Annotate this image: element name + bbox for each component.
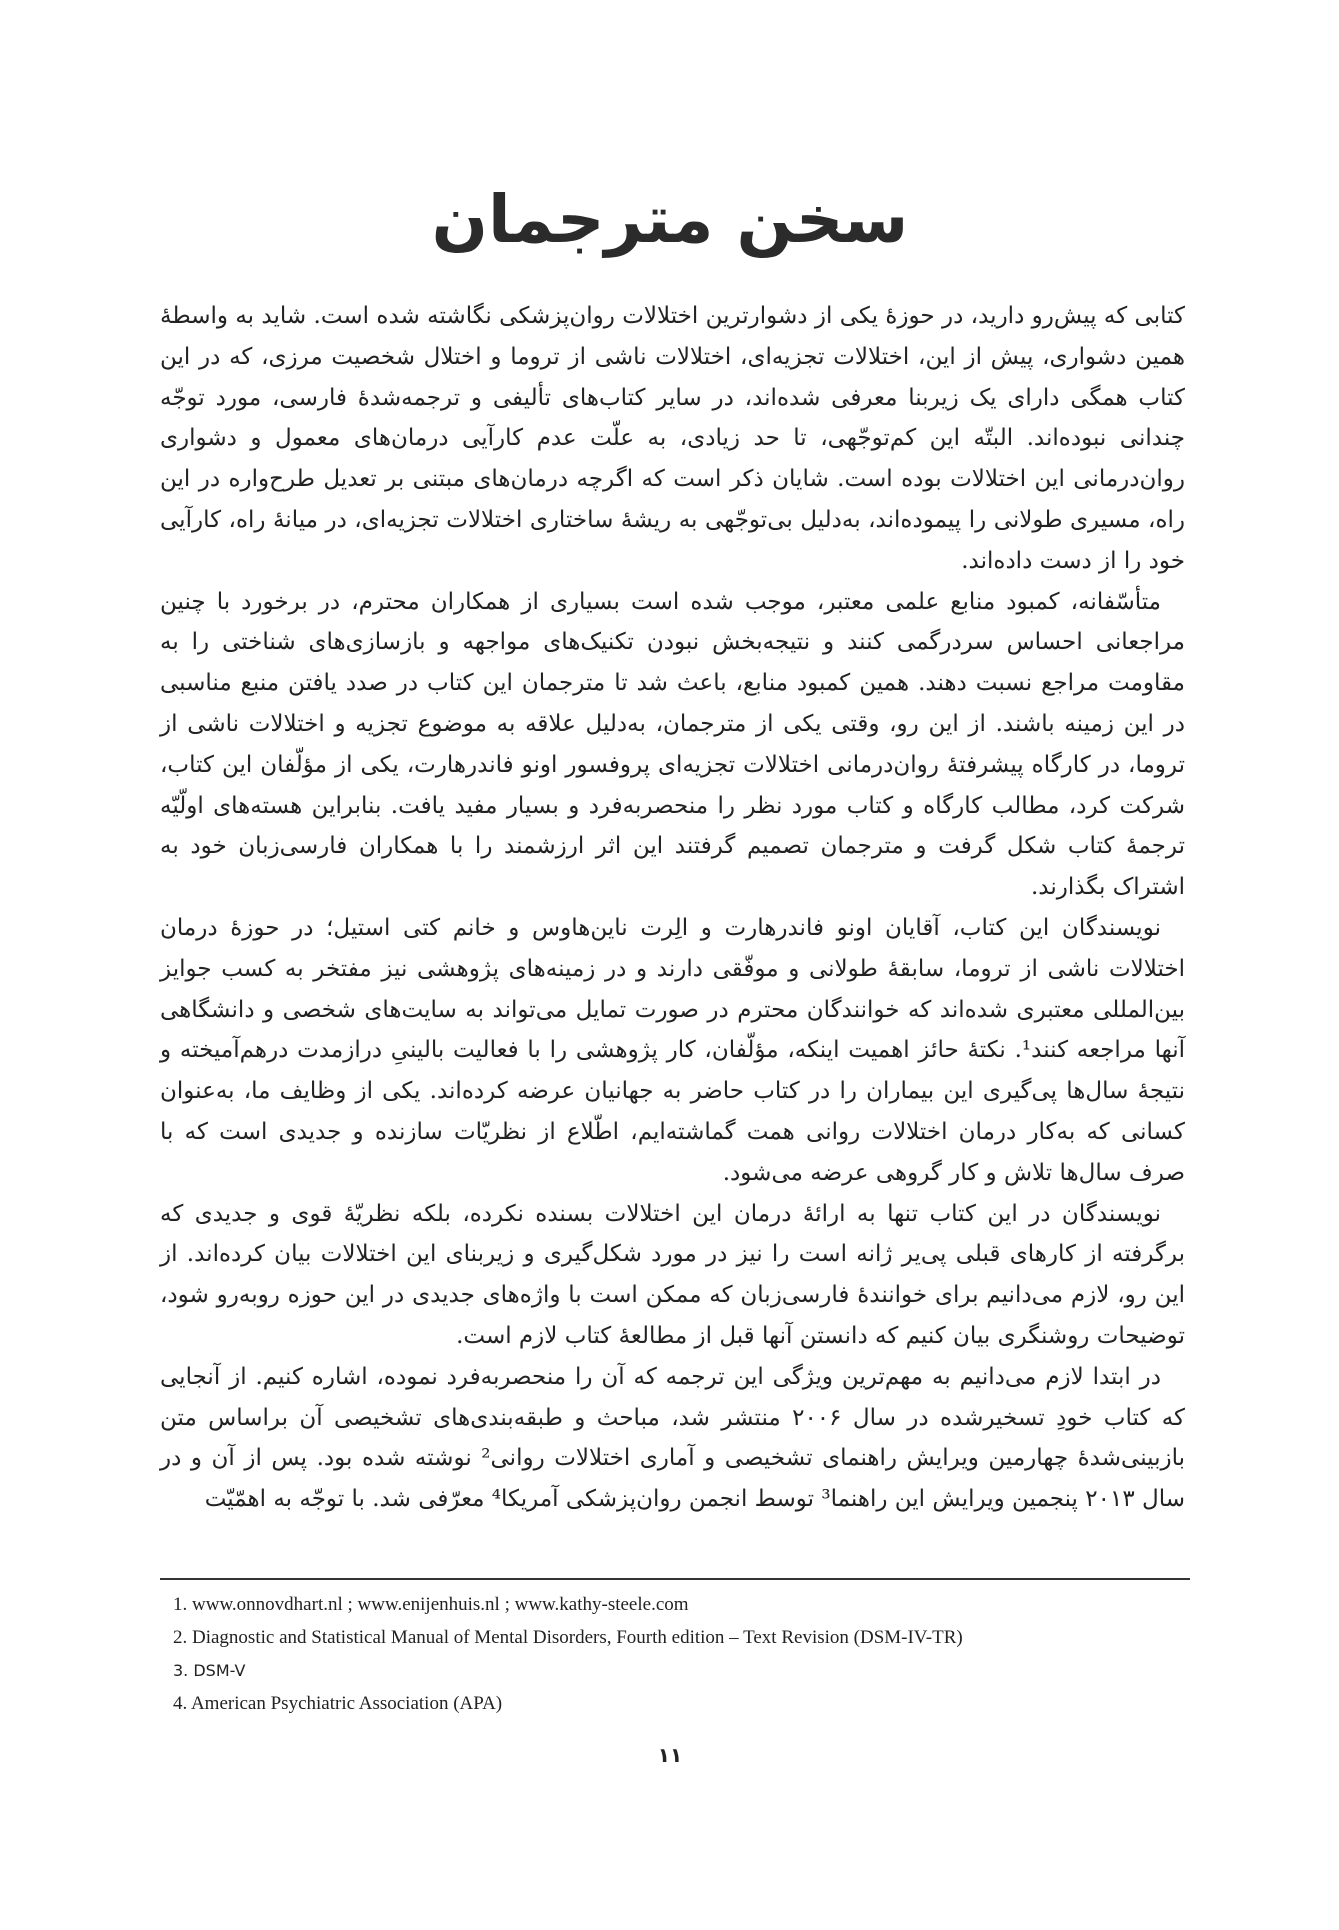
- footnote-4: 4. American Psychiatric Association (APA): [173, 1693, 503, 1714]
- paragraph-1: کتابی که پیش‌رو دارید، در حوزۀ یکی از دشوارترین اختلالات روان‌پزشکی نگاشته شده است. شاید به واسطۀ همین دشواری، پیش از این، اختلالات تجزیه‌ای، اختلالات ناشی از تروما و اختلال شخصیت مرزی، که در این کتاب همگی دارای یک زیربنا معرفی شده‌اند، در سایر کتاب‌های تألیفی و ترجمه‌شدۀ فارسی، مورد توجّه چندانی نبوده‌اند. البتّه این کم‌توجّهی، تا حد زیادی، به علّت عدم کارآیی درمان‌های معمول و دشواری روان‌درمانی این اختلالات بوده است. شایان ذکر است که اگرچه درمان‌های مبتنی بر تعدیل طرح‌واره در این راه، مسیری طولانی را پیموده‌اند، به‌دلیل بی‌توجّهی به ریشۀ ساختاری اختلالات تجزیه‌ای، در میانۀ راه، کارآیی خود را از دست داده‌اند.: [160, 303, 1185, 574]
- footnote-1: 1. www.onnovdhart.nl ; www.enijenhuis.nl ; www.kathy-steele.com: [173, 1594, 689, 1615]
- paragraph-5: در ابتدا لازم می‌دانیم به مهم‌ترین ویژگی این ترجمه که آن را منحصربه‌فرد نموده، اشاره کنیم. از آنجایی که کتاب خودِ تسخیرشده در سال ۲۰۰۶ منتشر شد، مباحث و طبقه‌بندی‌های تشخیصی آن براساس متن بازبینی‌شدۀ چهارمین ویرایش راهنمای تشخیصی و آماری اختلالات روانی² نوشته شده بود. پس از آن و در سال ۲۰۱۳ پنجمین ویرایش این راهنما³ توسط انجمن روان‌پزشکی آمریکا⁴ معرّفی شد. با توجّه به اهمّیّت: [160, 1363, 1185, 1513]
- footnote-divider: [160, 1578, 1190, 1580]
- footnotes: [173, 1588, 1173, 1720]
- footnote-3: 3. DSM-V: [173, 1661, 246, 1680]
- page-title: سخن مترجمان: [431, 181, 909, 258]
- page-number: ۱۱: [657, 1743, 683, 1767]
- paragraph-4: نویسندگان در این کتاب تنها به ارائۀ درمان این اختلالات بسنده نکرده، بلکه نظریّۀ قوی و جدیدی که برگرفته از کارهای قبلی پی‌یر ژانه است را نیز در مورد شکل‌گیری و زیربنای این اختلالات بیان کرده‌اند. از این رو، لازم می‌دانیم برای خوانندۀ فارسی‌زبان که ممکن است با واژه‌های جدیدی در این حوزه روبه‌رو شود، توضیحات روشنگری بیان کنیم که دانستن آنها قبل از مطالعۀ کتاب لازم است.: [160, 1200, 1185, 1349]
- paragraph-2: متأسّفانه، کمبود منابع علمی معتبر، موجب شده است بسیاری از همکاران محترم، در برخورد با چنین مراجعانی احساس سردرگمی کنند و نتیجه‌بخش نبودن تکنیک‌های مواجهه و بازسازی‌های شناختی را به مقاومت مراجع نسبت دهند. همین کمبود منابع، باعث شد تا مترجمان این کتاب در صدد یافتن منبع مناسبی در این زمینه باشند. از این رو، وقتی یکی از مترجمان، به‌دلیل علاقه به موضوع تجزیه و اختلالات ناشی از تروما، در کارگاه پیشرفتۀ روان‌درمانی اختلالات تجزیه‌ای پروفسور اونو فاندرهارت، یکی از مؤلّفان این کتاب، شرکت کرد، مطالب کارگاه و کتاب مورد نظر را منحصربه‌فرد و بسیار مفید یافت. بنابراین هسته‌های اولّیّه ترجمۀ کتاب شکل گرفت و مترجمان تصمیم گرفتند این اثر ارزشمند را با همکاران فارسی‌زبان خود به اشتراک بگذارند.: [160, 588, 1185, 901]
- body-text: [160, 296, 1185, 1520]
- footnote-2: 2. Diagnostic and Statistical Manual of Mental Disorders, Fourth edition – Text Revision (DSM-IV-TR): [173, 1627, 963, 1648]
- paragraph-3: نویسندگان این کتاب، آقایان اونو فاندرهارت و الِرت ناین‌هاوس و خانم کتی استیل؛ در حوزۀ درمان اختلالات ناشی از تروما، سابقۀ طولانی و موفّقی دارند و در زمینه‌های پژوهشی نیز مفتخر به کسب جوایز بین‌المللی معتبری شده‌اند که خوانندگان محترم در صورت تمایل می‌تواند به سایت‌های شخصی و دانشگاهی آنها مراجعه کنند¹. نکتۀ حائز اهمیت اینکه، مؤلّفان، کار پژوهشی را با فعالیت بالینیِ درازمدت درهم‌آمیخته و نتیجۀ سال‌ها پی‌گیری این بیماران را در کتاب حاضر به جهانیان عرضه کرده‌اند. یکی از وظایف ما، به‌عنوان کسانی که به‌کار درمان اختلالات روانی همت گماشته‌ایم، اطّلاع از نظریّات سازنده و جدیدی است که با صرف سال‌ها تلاش و کار گروهی عرضه می‌شود.: [160, 914, 1185, 1186]
